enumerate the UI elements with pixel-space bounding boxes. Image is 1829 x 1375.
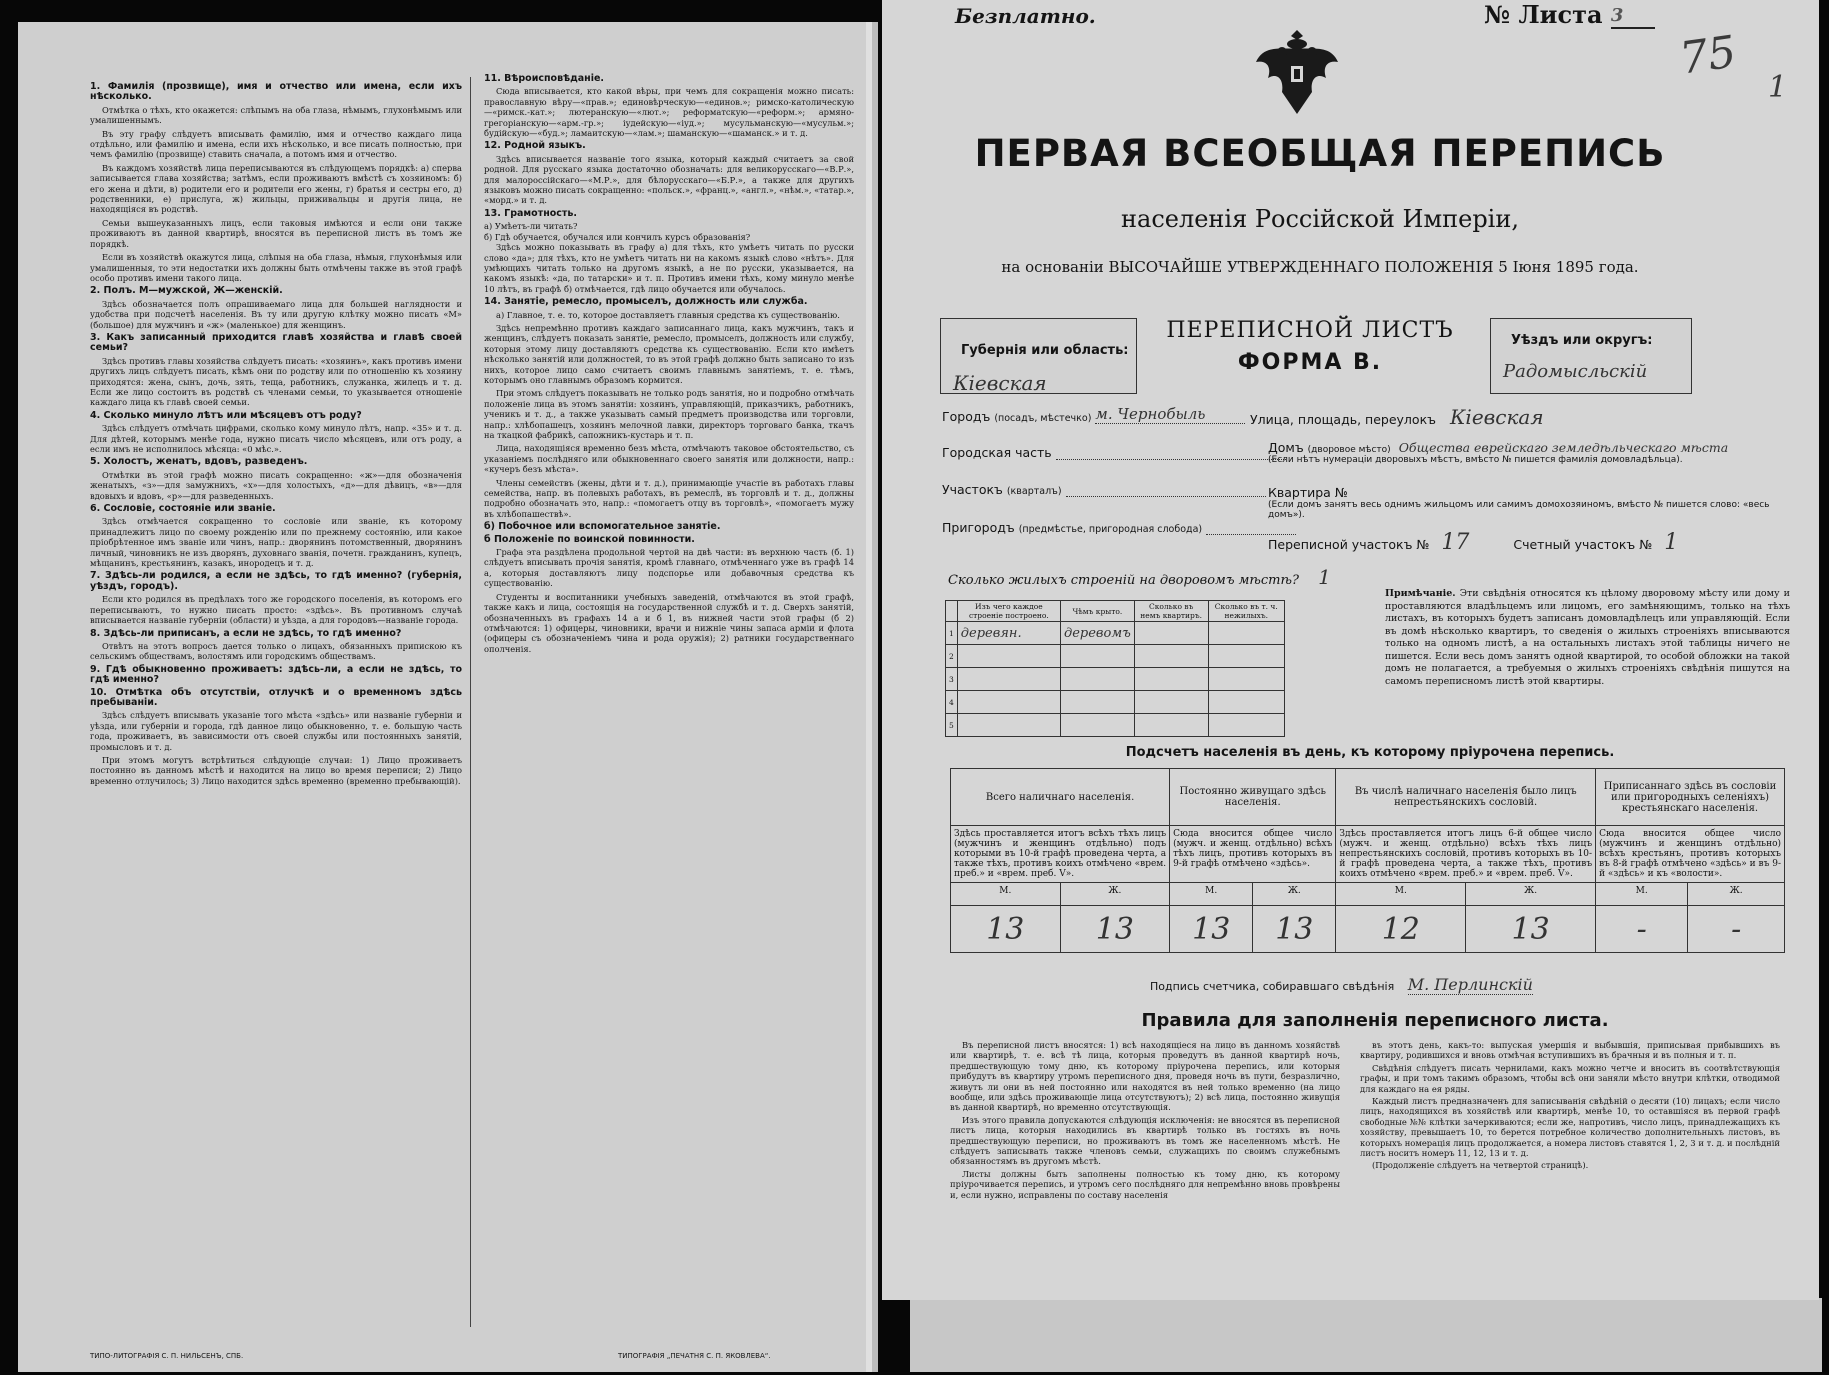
- city-part-field: [942, 445, 1286, 460]
- city-part-label: Городская часть: [942, 445, 1052, 460]
- rules-paragraph: Свѣдѣнія слѣдуетъ писать чернилами, какъ можно четче и вносить въ соотвѣтствующія графы, и при томъ такимъ образомъ, чтобы всѣ они заняли мѣсто внутри клѣтки, отводимой для каждаго на ея ряды.: [1360, 1062, 1780, 1094]
- note-text: Эти свѣдѣнія относятся къ цѣлому дворовому мѣсту или дому и проставляются владѣльцемъ или лицомъ, его замѣняющимъ, только на тѣхъ листахъ, въ которыхъ будетъ записанъ домовладѣлецъ или управляющій. Если въ домѣ нѣсколько квартиръ, то сведенія о жилыхъ строеніяхъ вписываются только на одномъ листѣ, а на остальныхъ листахъ этой таблицы ничего не пишется. Если весь домъ занятъ одной квартирой, то особой обложки на такой домъ не полагается, а требуемыя о жилыхъ строеніяхъ свѣдѣнія пишутся на самомъ переписномъ листѣ этой квартиры.: [1385, 588, 1790, 687]
- buildings-col-header: Чѣмъ крыто.: [1060, 601, 1134, 622]
- rules-title: Правила для заполненія переписного листа.: [1141, 1010, 1609, 1031]
- instruction-paragraph: Студенты и воспитанники учебныхъ заведеній, отмѣчаются въ этой графѣ, также какъ и лица, состоящія на государственной службѣ и т. д. Сверхъ занятій, обозначенныхъ въ графахъ 14 а и б 1, въ нижней части этой графы (б 2) отмѣчаются: 1) офицеры, чиновники, врачи и нижніе чины запаса арміи и флота (офицеры съ обозначеніемъ чина и рода оружія); 2) ратники государственнаго ополченія.: [484, 591, 854, 654]
- census-precinct-field: [1268, 530, 1678, 555]
- rules-paragraph: (Продолженіе слѣдуетъ на четвертой страницѣ).: [1372, 1160, 1589, 1171]
- buildings-roof: [1060, 714, 1134, 737]
- instruction-heading: 14. Занятіе, ремесло, промыселъ, должность или служба.: [484, 296, 808, 308]
- precinct-field: [942, 482, 1266, 497]
- buildings-apartments: [1134, 668, 1208, 691]
- buildings-row: [946, 691, 1285, 714]
- underlying-sheet-edge: [910, 1298, 1822, 1372]
- count-sex-m: М.: [1596, 883, 1688, 906]
- house-field: [1268, 440, 1778, 465]
- buildings-material: [957, 714, 1060, 737]
- count-sex-f: Ж.: [1688, 883, 1785, 906]
- instruction-paragraph: Здѣсь слѣдуетъ отмѣчать цифрами, сколько кому минуло лѣтъ, напр. «35» и т. д. Для дѣтей, которымъ менѣе года, нужно писать число мѣсяцевъ, или отъ роду, а если имъ не исполнилось мѣсяца: «0 мѣс.».: [90, 423, 462, 454]
- instruction-paragraph: Отвѣтъ на этотъ вопросъ дается только о лицахъ, обязанныхъ припискою къ сельскимъ обществамъ, волостямъ или городскимъ обществамъ.: [90, 640, 462, 662]
- count-table-notes: [951, 826, 1785, 883]
- count-note: Сюда вносится общее число (мужчинъ и женщинъ отдѣльно) всѣхъ крестьянъ, противъ которыхъ въ 8-й графѣ отмѣчено «здѣсь» и въ 9-й «здѣсь» и къ «волости».: [1596, 826, 1785, 883]
- dwellings-value: 1: [1318, 565, 1331, 589]
- buildings-nonresidential: [1208, 714, 1284, 737]
- buildings-roof: деревомъ: [1060, 622, 1134, 645]
- count-sex-f: Ж.: [1466, 883, 1596, 906]
- count-sex-m: М.: [1336, 883, 1466, 906]
- guberniya-box: [940, 318, 1137, 394]
- instruction-paragraph: Въ каждомъ хозяйствѣ лица переписываются въ слѣдующемъ порядкѣ: а) сперва записывается глава хозяйства; затѣмъ, если проживаютъ вмѣстѣ съ хозяиномъ: б) его жена и дѣти, в) родители его и родители его жены, г) братья и сестры его, д) родственники, е) прислуга, ж) жильцы, приживальцы и другія лица, не находящіяся въ родствѣ.: [90, 162, 462, 215]
- instruction-paragraph: Здѣсь можно показывать въ графу а) для тѣхъ, кто умѣетъ читать по русски слово «да»; для тѣхъ, кто не умѣетъ читать ни на какомъ языкѣ слово «нѣтъ». Для умѣющихъ читать только на другомъ языкѣ, а не по русски, указывается, на какомъ языкѣ: «да, по татарски» и т. п. Противъ имени тѣхъ, кому минуло менѣе 10 лѣтъ, въ графѣ б) отмѣчается, гдѣ лицо обучается или обучалось.: [484, 242, 854, 294]
- city-label: Городъ: [942, 409, 991, 424]
- instruction-paragraph: Здѣсь слѣдуетъ вписывать указаніе того мѣста «здѣсь» или названіе губерніи и уѣзда, или губерніи и города, гдѣ данное лицо обыкновенно, т. е. большую часть года, проживаетъ, въ зависимости отъ своей службы или постоянныхъ занятій, промысловъ и т. д.: [90, 710, 462, 752]
- buildings-nonresidential: [1208, 691, 1284, 714]
- buildings-material: [957, 645, 1060, 668]
- rules-paragraph: въ этотъ день, какъ-то: выпуская умершія и выбывшія, приписывая прибывшихъ въ квартиру, родившихся и вновь отмѣчая вступившихъ въ брачныя и въ полныя и т. п.: [1360, 1040, 1780, 1061]
- suburb-hint: (предмѣстье, пригородная слобода): [1018, 524, 1203, 535]
- instruction-heading: 10. Отмѣтка объ отсутствіи, отлучкѣ и о временномъ здѣсь пребываніи.: [90, 686, 462, 708]
- buildings-apartments: [1134, 645, 1208, 668]
- dwellings-label: Сколько жилыхъ строеній на дворовомъ мѣстѣ?: [948, 573, 1299, 588]
- uezd-label: Уѣздъ или округъ:: [1511, 333, 1653, 348]
- instruction-paragraph: Отмѣтка о тѣхъ, кто окажется: слѣпымъ на оба глаза, нѣмымъ, глухонѣмымъ или умалишеннымъ.: [90, 104, 462, 126]
- count-note: Сюда вносится общее число (мужч. и женщ. отдѣльно) всѣхъ тѣхъ лицъ, противъ которыхъ въ 9-й графѣ отмѣчено «здѣсь».: [1170, 826, 1336, 883]
- buildings-note: [1385, 588, 1790, 688]
- rules-paragraph: Въ переписной листъ вносятся: 1) всѣ находящіеся на лицо въ данномъ хозяйствѣ или квартирѣ, т. е. всѣ тѣ лица, которыя проведутъ въ данной квартирѣ ночь, предшествующую тому дню, къ которому пріурочена перепись, или которыя прибудутъ въ квартиру утромъ переписного дня, проведя ночь въ пути, безразлично, живутъ ли они въ ней постоянно или находятся въ ней только временно (на лицо вообще, или здѣсь проживающіе лица отсутствуютъ); 2) всѣ лица, постоянно живущія въ данной квартирѣ, но временно отсутствующія.: [950, 1040, 1340, 1113]
- literacy-box-cell: а) Умѣетъ-ли читать?: [484, 221, 578, 232]
- instruction-heading: б Положеніе по воинской повинности.: [484, 533, 695, 545]
- apartment-field: [1268, 485, 1778, 520]
- instructions-column-2: [484, 72, 854, 1332]
- count-note: Здѣсь проставляется итогъ лицъ 6-й общее число (мужч. и женщ. отдѣльно) всѣхъ тѣхъ лицъ непрестьянскихъ сословій, противъ которыхъ въ 10-й графѣ проведена черта, а также тѣхъ, противъ коихъ отмѣчено «врем. преб.» и «врем. преб. V».: [1336, 826, 1596, 883]
- count-value: 13: [1253, 906, 1336, 953]
- buildings-nonresidential: [1208, 668, 1284, 691]
- buildings-table: [945, 600, 1285, 737]
- buildings-row: [946, 668, 1285, 691]
- census-title: ПЕРВАЯ ВСЕОБЩАЯ ПЕРЕПИСЬ: [974, 132, 1666, 175]
- sheet-number-value: 3: [1611, 5, 1655, 29]
- precinct-hint: (кварталъ): [1006, 486, 1062, 497]
- count-value: 13: [1170, 906, 1253, 953]
- buildings-col-header: Сколько въ немъ квартиръ.: [1134, 601, 1208, 622]
- count-header: Въ числѣ наличнаго населенія было лицъ непрестьянскихъ сословій.: [1336, 769, 1596, 826]
- buildings-col-header: Изъ чего каждое строеніе построено.: [957, 601, 1060, 622]
- uezd-value: Радомысльскій: [1503, 361, 1648, 382]
- buildings-row: [946, 714, 1285, 737]
- buildings-roof: [1060, 668, 1134, 691]
- house-hint: (дворовое мѣсто): [1307, 445, 1391, 455]
- house-label: Домъ: [1268, 440, 1304, 455]
- instruction-paragraph: При этомъ слѣдуетъ показывать не только родъ занятія, но и подробно отмѣчать положеніе лица въ этомъ занятіи: хозяинъ, управляющій, приказчикъ, работникъ, ученикъ и т. д., а также указывать самый предметъ производства или торговли, напр.: хлѣбопашецъ, хозяинъ мелочной лавки, директоръ торговаго банка, ткачъ на ткацкой фабрикѣ, сапожникъ-кустарь и т. п.: [484, 388, 854, 440]
- instruction-heading: 4. Сколько минуло лѣтъ или мѣсяцевъ отъ роду?: [90, 409, 362, 421]
- house-value: Общества еврейскаго земледѣльческаго мѣста: [1398, 440, 1729, 455]
- count-value: 13: [1060, 906, 1170, 953]
- buildings-row-number: 5: [946, 714, 958, 737]
- instruction-heading: 5. Холостъ, женатъ, вдовъ, разведенъ.: [90, 456, 308, 468]
- instruction-paragraph: Если кто родился въ предѣлахъ того же городского поселенія, въ которомъ его переписываютъ, то нужно писать просто: «здѣсь». Въ противномъ случаѣ вписывается названіе губерніи (области) и уѣзда, а для городовъ—названіе города.: [90, 594, 462, 626]
- form-title-1: ПЕРЕПИСНОЙ ЛИСТЪ: [1166, 318, 1454, 343]
- instruction-heading: 2. Полъ. М—мужской, Ж—женскій.: [90, 285, 283, 297]
- buildings-col-number: [946, 601, 958, 622]
- street-label: Улица, площадь, переулокъ: [1250, 412, 1436, 427]
- decree-line: на основаніи ВЫСОЧАЙШЕ УТВЕРЖДЕННАГО ПОЛОЖЕНІЯ 5 Іюня 1895 года.: [1001, 258, 1639, 276]
- instruction-paragraph: Здѣсь обозначается полъ опрашиваемаго лица для большей наглядности и удобства при подсчетѣ населенія. Въ ту или другую клѣтку можно писать «М» (большое) для мужчинъ и «ж» (маленькое) для женщинъ.: [90, 298, 462, 330]
- enumerator-signature: [1150, 975, 1533, 994]
- census-precinct-label: Переписной участокъ №: [1268, 537, 1430, 552]
- city-field: [942, 405, 1245, 424]
- buildings-row: [946, 622, 1285, 645]
- guberniya-label: Губернія или область:: [961, 343, 1129, 358]
- count-value: 13: [1466, 906, 1596, 953]
- instruction-paragraph: Члены семействъ (жены, дѣти и т. д.), принимающіе участіе въ работахъ главы семейства, напр. въ полевыхъ работахъ, въ ремеслѣ, въ торговлѣ и т. д., должны подробно обозначать это, напр.: «помогаетъ отцу въ торговлѣ», «помогаетъ мужу въ хлѣбопашествѣ».: [484, 477, 854, 519]
- instruction-paragraph: Отмѣтки въ этой графѣ можно писать сокращенно: «ж»—для обозначенія женатыхъ, «з»—для замужнихъ, «х»—для холостыхъ, «д»—для дѣвицъ, «в»—для вдовыхъ и вдовъ, «р»—для разведенныхъ.: [90, 469, 462, 501]
- instruction-heading: 13. Грамотность.: [484, 207, 578, 219]
- count-header: Всего наличнаго населенія.: [951, 769, 1170, 826]
- rules-paragraph: Листы должны быть заполнены полностью къ тому дню, къ которому пріурочивается перепись, и утромъ сего послѣдняго для непремѣнно вновь провѣрены и, если нужно, исправлены по составу населенія: [950, 1168, 1340, 1200]
- buildings-row-number: 2: [946, 645, 958, 668]
- instruction-paragraph: Семьи вышеуказанныхъ лицъ, если таковыя имѣются и если они также проживаютъ въ данной квартирѣ, вносятся въ переписной листъ въ томъ же порядкѣ.: [90, 217, 462, 249]
- city-value: м. Чернобыль: [1095, 405, 1245, 424]
- count-sex-m: М.: [1170, 883, 1253, 906]
- instruction-heading: 1. Фамилія (прозвище), имя и отчество или имена, если ихъ нѣсколько.: [90, 81, 462, 103]
- form-title-2: ФОРМА В.: [1237, 350, 1383, 375]
- buildings-col-header: Сколько въ т. ч. нежилыхъ.: [1208, 601, 1284, 622]
- buildings-material: деревян.: [957, 622, 1060, 645]
- instruction-paragraph: При этомъ могутъ встрѣтиться слѣдующіе случаи: 1) Лицо проживаетъ постоянно въ данномъ мѣстѣ и находится на лицо во время переписи; 2) Лицо временно отлучилось; 3) Лицо находится здѣсь временно (временно пребывающій).: [90, 754, 462, 786]
- count-value: -: [1688, 906, 1785, 953]
- count-sex-f: Ж.: [1060, 883, 1170, 906]
- instruction-heading: 3. Какъ записанный приходится главѣ хозяйства и главѣ своей семьи?: [90, 331, 462, 354]
- literacy-box: [484, 221, 854, 242]
- instruction-paragraph: Графа эта раздѣлена продольной чертой на двѣ части: въ верхнюю часть (б. 1) слѣдуетъ вписывать прочія занятія, кромѣ главнаго, отмѣченнаго уже въ графѣ 14 а, которыя доставляютъ лицу подспорье или добавочныя средства къ существованію.: [484, 547, 854, 589]
- count-sex-m: М.: [951, 883, 1061, 906]
- sheet-number: [1484, 0, 1655, 29]
- buildings-row-number: 3: [946, 668, 958, 691]
- buildings-apartments: [1134, 691, 1208, 714]
- instruction-paragraph: Сюда вписывается, кто какой вѣры, при чемъ для сокращенія можно писать: православную вѣру—«прав.»; единовѣрческую—«единов.»; римско-католическую—«римск.-кат.»; лютеранскую—«лют.»; реформатскую—«реформ.»; армяно-грегоріанскую—«арм.-гр.»; іудейскую—«іуд.»; мусульманскую—«мусульм.»; будійскую—«буд.»; ламаитскую—«лам.»; шаманскую—«шаманск.» и т. д.: [484, 86, 854, 139]
- count-table-header: [951, 769, 1785, 826]
- instruction-paragraph: Здѣсь вписывается названіе того языка, который каждый считаетъ за свой родной. Для русскаго языка достаточно обозначать: для великорусскаго—«В.Р.», для малороссійскаго—«М.Р.», для бѣлорусскаго—«Б.Р.», а также для другихъ языковъ можно писать сокращенно: «польск.», «франц.», «англ.», «нѣм.», «татар.», «морд.» и т. д.: [484, 153, 854, 206]
- buildings-roof: [1060, 645, 1134, 668]
- house-note: (Если нѣтъ нумераціи дворовыхъ мѣстъ, вмѣсто № пишется фамилія домовладѣльца).: [1268, 455, 1683, 465]
- rules-column-2: [1360, 1040, 1780, 1285]
- counting-precinct-label: Счетный участокъ №: [1513, 537, 1653, 552]
- population-count-title: Подсчетъ населенія въ день, къ которому пріурочена перепись.: [1125, 745, 1615, 760]
- instruction-heading: 6. Сословіе, состояніе или званіе.: [90, 503, 276, 515]
- census-subtitle: населенія Россійской Имперіи,: [1121, 205, 1519, 233]
- printer-note-right: ТИПОГРАФІЯ „ПЕЧАТНЯ С. П. ЯКОВЛЕВА“.: [618, 1352, 771, 1360]
- count-value: 12: [1336, 906, 1466, 953]
- city-hint: (посадъ, мѣстечко): [994, 413, 1092, 424]
- buildings-material: [957, 691, 1060, 714]
- archive-number: 75: [1676, 26, 1740, 85]
- instruction-paragraph: Если въ хозяйствѣ окажутся лица, слѣпыя на оба глаза, нѣмыя, глухонѣмыя или умалишенныя, то эти недостатки ихъ должны быть отмѣчены также въ этой графѣ особо противъ имени такого лица.: [90, 252, 462, 283]
- instruction-paragraph: Здѣсь отмѣчается сокращенно то сословіе или званіе, къ которому принадлежитъ лицо по своему рожденію или по прежнему состоянію, или какое пріобрѣтенное имъ званіе или чинъ, напр.: дворянинъ потомственный, дворянинъ личный, чиновникъ не изъ дворянъ, духовнаго званія, почетн. гражданинъ, купецъ, мѣщанинъ, крестьянинъ, казакъ, инородецъ и т. д.: [90, 516, 462, 569]
- counting-precinct-value: 1: [1664, 530, 1679, 555]
- instruction-heading: 7. Здѣсь-ли родился, а если не здѣсь, то гдѣ именно? (губернія, уѣздъ, городъ).: [90, 570, 462, 592]
- count-header: Постоянно живущаго здѣсь населенія.: [1170, 769, 1336, 826]
- street-value: Кіевская: [1449, 405, 1544, 429]
- signature-value: М. Перлинскій: [1407, 975, 1533, 994]
- buildings-nonresidential: [1208, 645, 1284, 668]
- instruction-paragraph: а) Главное, т. е. то, которое доставляетъ главныя средства къ существованію.: [496, 309, 840, 320]
- sheet-number-label: № Листа: [1484, 0, 1603, 29]
- count-value: 13: [951, 906, 1061, 953]
- instruction-heading: 8. Здѣсь-ли приписанъ, а если не здѣсь, то гдѣ именно?: [90, 627, 402, 639]
- buildings-row: [946, 645, 1285, 668]
- rules-paragraph: Каждый листъ предназначенъ для записыванія свѣдѣній о десяти (10) лицахъ; если число лицъ, находящихся въ хозяйствѣ или квартирѣ, менѣе 10, то оставшіяся въ первой графѣ свободные №№ клѣтки зачеркиваются; если же, напротивъ, число лицъ, принадлежащихъ къ хозяйству, превышаетъ 10, то берется потребное количество дополнительныхъ листовъ, въ которыхъ номерація лицъ продолжается, а номера листовъ ставятся 1, 2, 3 и т. д. и послѣдній листъ носитъ номеръ 11, 12, 13 и т. д.: [1360, 1096, 1780, 1159]
- note-title: Примѣчаніе.: [1385, 588, 1456, 599]
- population-count-table: [950, 768, 1785, 953]
- count-sex-f: Ж.: [1253, 883, 1336, 906]
- instruction-heading: б) Побочное или вспомогательное занятіе.: [484, 521, 721, 533]
- printer-note-left: ТИПО-ЛИТОГРАФІЯ С. П. НИЛЬСЕНЪ, СПБ.: [90, 1352, 244, 1360]
- buildings-apartments: [1134, 622, 1208, 645]
- instruction-paragraph: Здѣсь непремѣнно противъ каждаго записаннаго лица, какъ мужчинъ, такъ и женщинъ, слѣдуетъ показать занятіе, ремесло, промыселъ, должность или службу, которыя этому лицу доставляютъ средства къ существованію. Если кто имѣетъ нѣсколько занятій или должностей, то въ этой графѣ должно быть записано то изъ нихъ, которое лицо само считаетъ своимъ главнымъ занятіемъ, т. е. тѣмъ, которымъ оно главнымъ образомъ кормится.: [484, 322, 854, 385]
- rules-paragraph: Изъ этого правила допускаются слѣдующія исключенія: не вносятся въ переписной листъ лица, которыя находились въ квартирѣ только въ гостяхъ въ ночь предшествующую переписи, но проживаютъ въ томъ же населенномъ мѣстѣ. Не слѣдуетъ записывать также членовъ семьи, служащихъ по своимъ служебнымъ обязанностямъ въ другомъ мѣстѣ.: [950, 1114, 1340, 1167]
- left-instruction-page: [18, 22, 866, 1372]
- buildings-material: [957, 668, 1060, 691]
- precinct-label: Участокъ: [942, 482, 1003, 497]
- buildings-table-header: [946, 601, 1285, 622]
- apartment-label: Квартира №: [1268, 485, 1348, 500]
- archive-mark: 1: [1768, 70, 1788, 105]
- count-value: -: [1596, 906, 1688, 953]
- guberniya-value: Кіевская: [953, 371, 1047, 395]
- instruction-paragraph: Здѣсь противъ главы хозяйства слѣдуетъ писать: «хозяинъ», какъ противъ имени другихъ лицъ слѣдуетъ писать, кѣмъ они по родству или по отношенію къ хозяину приходятся: жена, сынъ, дочь, зять, теща, работникъ, служанка, жилецъ и т. д. Если же лицо состоитъ въ родствѣ съ членами семьи, то указывается отношеніе каждаго лица къ главѣ своей семьи.: [90, 355, 462, 408]
- count-note: Здѣсь проставляется итогъ всѣхъ тѣхъ лицъ (мужчинъ и женщинъ отдѣльно) подъ которыми въ 10-й графѣ проведена черта, а также тѣхъ, противъ коихъ отмѣчено «врем. преб.» и «врем. преб. V».: [951, 826, 1170, 883]
- instruction-heading: 11. Вѣроисповѣданіе.: [484, 73, 605, 84]
- count-table-sex-row: [951, 883, 1785, 906]
- uezd-box: [1490, 318, 1692, 394]
- instruction-heading: 9. Гдѣ обыкновенно проживаетъ: здѣсь-ли, а если не здѣсь, то гдѣ именно?: [90, 663, 462, 686]
- apartment-note: (Если домъ занятъ весь однимъ жильцомъ или самимъ домохозяиномъ, вмѣсто № пишется слово: «весь домъ»).: [1268, 500, 1770, 520]
- buildings-row-number: 4: [946, 691, 958, 714]
- dwellings-question: [948, 565, 1331, 589]
- street-field: [1250, 405, 1544, 429]
- column-divider: [470, 77, 471, 1327]
- buildings-apartments: [1134, 714, 1208, 737]
- buildings-row-number: 1: [946, 622, 958, 645]
- suburb-label: Пригородъ: [942, 520, 1015, 535]
- buildings-nonresidential: [1208, 622, 1284, 645]
- count-header: Приписаннаго здѣсь въ сословіи или пригородныхъ селеніяхъ) крестьянскаго населенія.: [1596, 769, 1785, 826]
- instructions-column-1: [90, 80, 462, 1320]
- imperial-eagle-emblem: [1252, 22, 1342, 122]
- literacy-box-cell: б) Гдѣ обучается, обучался или кончилъ курсъ образованія?: [484, 231, 751, 242]
- buildings-roof: [1060, 691, 1134, 714]
- free-label: Безплатно.: [955, 4, 1096, 28]
- signature-label: Подпись счетчика, собиравшаго свѣдѣнія: [1150, 980, 1395, 993]
- instruction-paragraph: Лица, находящіяся временно безъ мѣста, отмѣчаютъ таковое обстоятельство, съ указаніемъ послѣдняго или обыкновеннаго своего занятія или должности, напр.: «кучеръ безъ мѣста».: [484, 443, 854, 475]
- instruction-heading: 12. Родной языкъ.: [484, 140, 586, 152]
- count-table-values: [951, 906, 1785, 953]
- instruction-paragraph: Въ эту графу слѣдуетъ вписывать фамилію, имя и отчество каждаго лица отдѣльно, или фамилію и имена, если ихъ нѣсколько, и все писать полностью, при чемъ фамилію (прозвище) ставить сначала, а потомъ имя и отчество.: [90, 128, 462, 160]
- rules-column-1: [950, 1040, 1340, 1285]
- census-precinct-value: 17: [1441, 530, 1470, 555]
- suburb-field: [942, 520, 1296, 535]
